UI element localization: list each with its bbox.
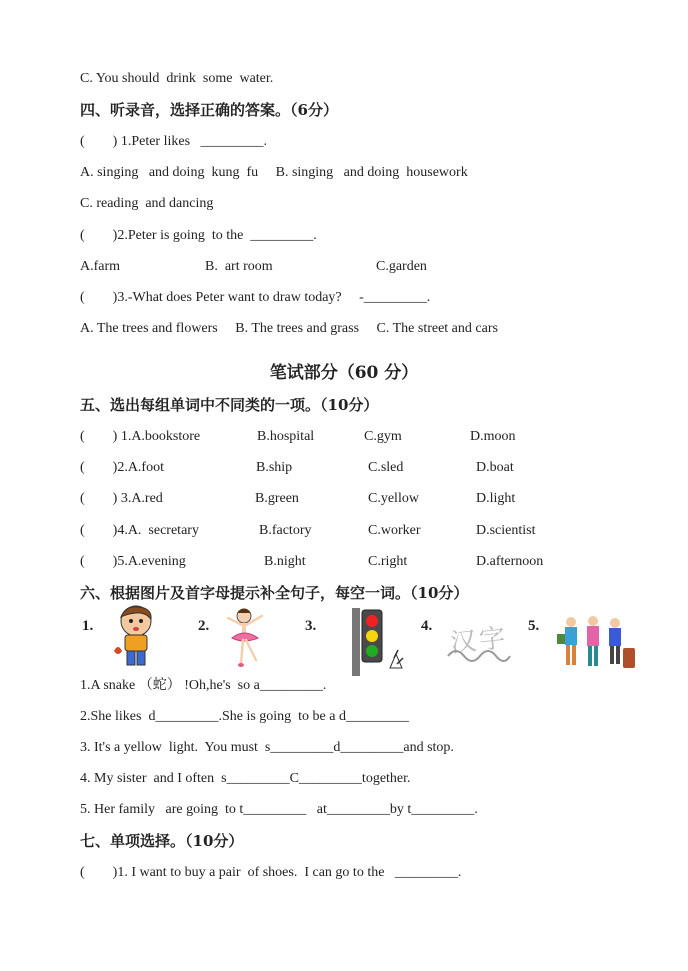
question-7-1: ( )1. I want to buy a pair of shoes. I can go to the _________. bbox=[80, 865, 462, 880]
q5-option-d: D.light bbox=[476, 491, 516, 506]
sentence-2: 2.She likes d_________.She is going to be a d_________ bbox=[80, 709, 409, 724]
section-5-heading: 五、选出每组单词中不同类的一项。（10分） bbox=[80, 396, 379, 414]
question-4-3-options: A. The trees and flowers B. The trees and grass C. The street and cars bbox=[80, 321, 498, 336]
sentence-1: 1.A snake （蛇） !Oh,he's so a_________. bbox=[80, 678, 327, 693]
question-4-1-option-c: C. reading and dancing bbox=[80, 196, 214, 211]
q5-stem: ( )2.A.foot bbox=[80, 460, 164, 475]
q5-option-c: C.gym bbox=[364, 429, 402, 444]
question-4-1-options-ab: A. singing and doing kung fu B. singing and doing housework bbox=[80, 165, 468, 180]
q5-option-c: C.worker bbox=[368, 523, 421, 538]
written-part-title: 笔试部分（60 分） bbox=[269, 363, 419, 383]
sentence-4: 4. My sister and I often s_________C_________together. bbox=[80, 771, 411, 786]
question-4-1: ( ) 1.Peter likes _________. bbox=[80, 134, 268, 149]
q5-option-b: B.green bbox=[255, 491, 299, 506]
picture-number: 2. bbox=[198, 618, 210, 634]
q5-option-d: D.scientist bbox=[476, 523, 536, 538]
section-6-heading: 六、根据图片及首字母提示补全句子，每空一词。（10分） bbox=[80, 584, 469, 602]
section-7-heading: 七、单项选择。（10分） bbox=[80, 832, 244, 850]
question-4-2-option-b: B. art room bbox=[205, 259, 273, 274]
q5-stem: ( )4.A. secretary bbox=[80, 523, 199, 538]
picture-number: 5. bbox=[528, 618, 540, 634]
q5-option-b: B.factory bbox=[259, 523, 312, 538]
picture-number: 3. bbox=[305, 618, 317, 634]
q5-option-b: B.hospital bbox=[257, 429, 315, 444]
q5-option-b: B.night bbox=[264, 554, 306, 569]
chinese-characters-icon bbox=[444, 618, 514, 668]
sentence-3: 3. It's a yellow light. You must s_________d_________and stop. bbox=[80, 740, 454, 755]
question-4-2: ( )2.Peter is going to the _________. bbox=[80, 228, 317, 243]
ballerina-icon bbox=[222, 604, 280, 670]
option-line: C. You should drink some water. bbox=[80, 71, 274, 86]
q5-stem: ( ) 3.A.red bbox=[80, 491, 163, 506]
question-4-2-option-c: C.garden bbox=[376, 259, 427, 274]
q5-option-d: D.afternoon bbox=[476, 554, 544, 569]
q5-option-b: B.ship bbox=[256, 460, 293, 475]
sentence-5: 5. Her family are going to t_________ at_________by t_________. bbox=[80, 802, 478, 817]
scared-boy-icon bbox=[112, 603, 160, 669]
picture-number: 4. bbox=[421, 618, 433, 634]
question-4-2-option-a: A.farm bbox=[80, 259, 121, 274]
q5-stem: ( )5.A.evening bbox=[80, 554, 186, 569]
calligraphy-text: 汉字 bbox=[448, 623, 510, 659]
brush-strokes bbox=[444, 646, 514, 666]
family-travel-icon bbox=[555, 612, 637, 672]
section-4-heading: 四、听录音，选择正确的答案。（6分） bbox=[80, 101, 338, 119]
question-4-3: ( )3.-What does Peter want to draw today? -_________. bbox=[80, 290, 431, 305]
q5-option-d: D.moon bbox=[470, 429, 516, 444]
traffic-light-icon bbox=[350, 606, 410, 678]
q5-option-d: D.boat bbox=[476, 460, 514, 475]
q5-option-c: C.sled bbox=[368, 460, 404, 475]
q5-option-c: C.right bbox=[368, 554, 408, 569]
q5-option-c: C.yellow bbox=[368, 491, 419, 506]
q5-stem: ( ) 1.A.bookstore bbox=[80, 429, 201, 444]
picture-number: 1. bbox=[82, 618, 94, 634]
